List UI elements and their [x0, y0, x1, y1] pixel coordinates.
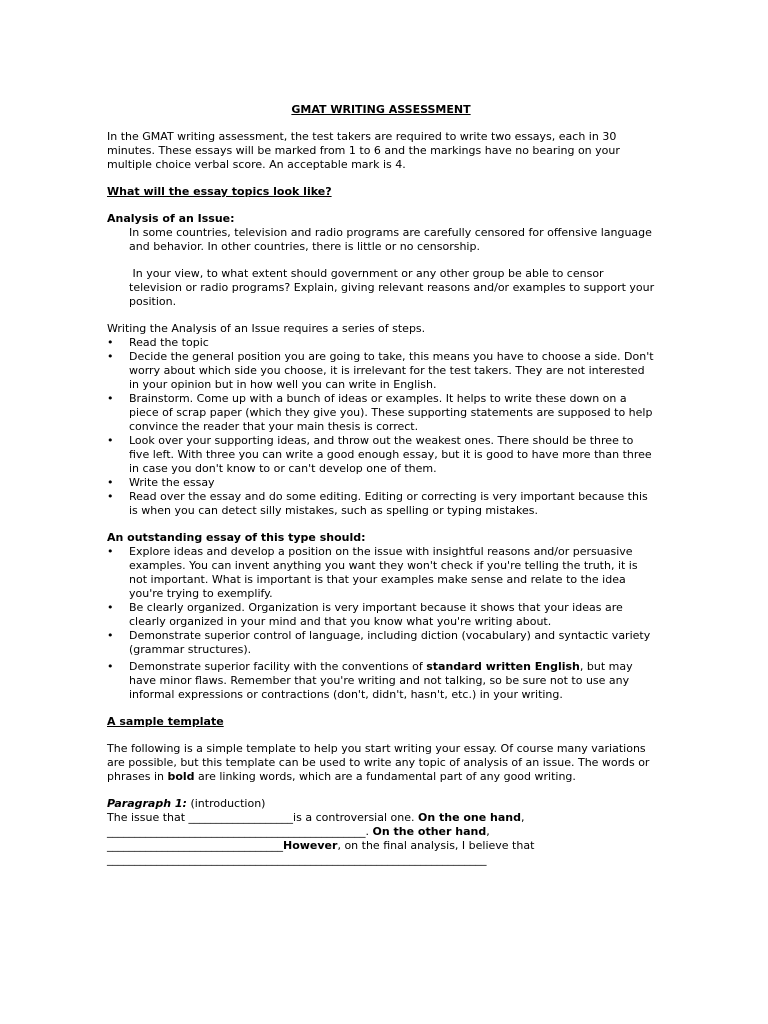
line2-end: ,: [486, 825, 490, 838]
issue-heading: Analysis of an Issue:: [107, 212, 235, 225]
line1-bold: On the one hand: [417, 811, 522, 824]
topics-heading: What will the essay topics look like?: [107, 185, 332, 198]
line1-end: ,: [521, 811, 525, 824]
template-line-3: [107, 839, 655, 853]
line2-mid: .: [365, 825, 373, 838]
line4-blank: _____________________________________________________________________: [107, 853, 487, 866]
list-item: [107, 660, 655, 702]
line2-bold: On the other hand: [372, 825, 487, 838]
paragraph1-label-line: [107, 797, 655, 811]
template-line-4: [107, 853, 655, 867]
list-item: • Write the essay: [107, 476, 655, 490]
facility-bold: standard written English: [426, 660, 580, 673]
list-item: • Look over your supporting ideas, and throw out the weakest ones. There should be three to five left. With three you can write a good enough essay, but it is good to have more than three in case you don't know to or can't develop one of them.: [107, 434, 655, 476]
line3-end: , on the final analysis, I believe that: [337, 839, 535, 852]
template-line-1: [107, 811, 655, 825]
template-intro-post: are linking words, which are a fundamental part of any good writing.: [194, 770, 576, 783]
list-item: • Read the topic: [107, 336, 655, 350]
template-intro-bold: bold: [167, 770, 195, 783]
document-page: [107, 103, 658, 867]
template-line-2: [107, 825, 655, 839]
issue-prompt-2: In your view, to what extent should government or any other group be able to censor television or radio programs? Explain, giving relevant reasons and/or examples to support your position.: [129, 267, 658, 308]
line2-blank: _______________________________________________: [107, 825, 366, 838]
list-item: • Explore ideas and develop a position on the issue with insightful reasons and/or persuasive examples. You can invent anything you want they won't check if you're telling the truth, it is not important. What is important is that your examples make sense and relate to the idea you're trying to exemplify.: [107, 545, 655, 601]
outstanding-list: [107, 545, 655, 702]
paragraph1-note: (introduction): [186, 797, 266, 810]
intro-paragraph: In the GMAT writing assessment, the test takers are required to write two essays, each in 30 minutes. These essays will be marked from 1 to 6 and the markings have no bearing on your multiple choice verbal score. An acceptable mark is 4.: [107, 130, 620, 171]
line1-mid: is a controversial one.: [293, 811, 418, 824]
paragraph1-label: Paragraph 1:: [107, 797, 187, 810]
list-item: • Read over the essay and do some editing. Editing or correcting is very important because this is when you can detect silly mistakes, such as spelling or typing mistakes.: [107, 490, 655, 518]
facility-pre: Demonstrate superior facility with the conventions of: [129, 660, 427, 673]
line3-bold: However: [283, 839, 338, 852]
issue-prompt-1: In some countries, television and radio programs are carefully censored for offensive language and behavior. In other countries, there is little or no censorship.: [129, 226, 652, 253]
template-heading: A sample template: [107, 715, 224, 728]
line3-blank: ________________________________: [107, 839, 283, 852]
steps-list: [107, 336, 655, 518]
template-intro-pre: The following is a simple template to help you start writing your essay. Of course many variations are possible, but this template can be used to write any topic of analysis of an issue. The words or phrases in: [107, 742, 650, 783]
outstanding-heading: An outstanding essay of this type should:: [107, 531, 366, 544]
list-item: • Decide the general position you are going to take, this means you have to choose a side. Don't worry about which side you choose, it is irrelevant for the test takers. They are not interested in your opinion but in how well you can write in English.: [107, 350, 655, 392]
list-item: • Brainstorm. Come up with a bunch of ideas or examples. It helps to write these down on a piece of scrap paper (which they give you). These supporting statements are supposed to help convince the reader that your main thesis is correct.: [107, 392, 655, 434]
line1-blank: ___________________: [188, 811, 294, 824]
steps-intro: Writing the Analysis of an Issue requires a series of steps.: [107, 322, 426, 335]
line1-pre: The issue that: [107, 811, 189, 824]
facility-post: , but may have minor flaws. Remember that you're writing and not talking, so be sure not to use any informal expressions or contractions (don't, didn't, hasn't, etc.) in your writing.: [129, 660, 633, 701]
document-title: GMAT WRITING ASSESSMENT: [291, 103, 471, 116]
list-item: • Be clearly organized. Organization is very important because it shows that your ideas are clearly organized in your mind and that you know what you're writing about.: [107, 601, 655, 629]
list-item: • Demonstrate superior control of language, including diction (vocabulary) and syntactic variety (grammar structures).: [107, 629, 655, 657]
template-intro: [107, 742, 655, 784]
